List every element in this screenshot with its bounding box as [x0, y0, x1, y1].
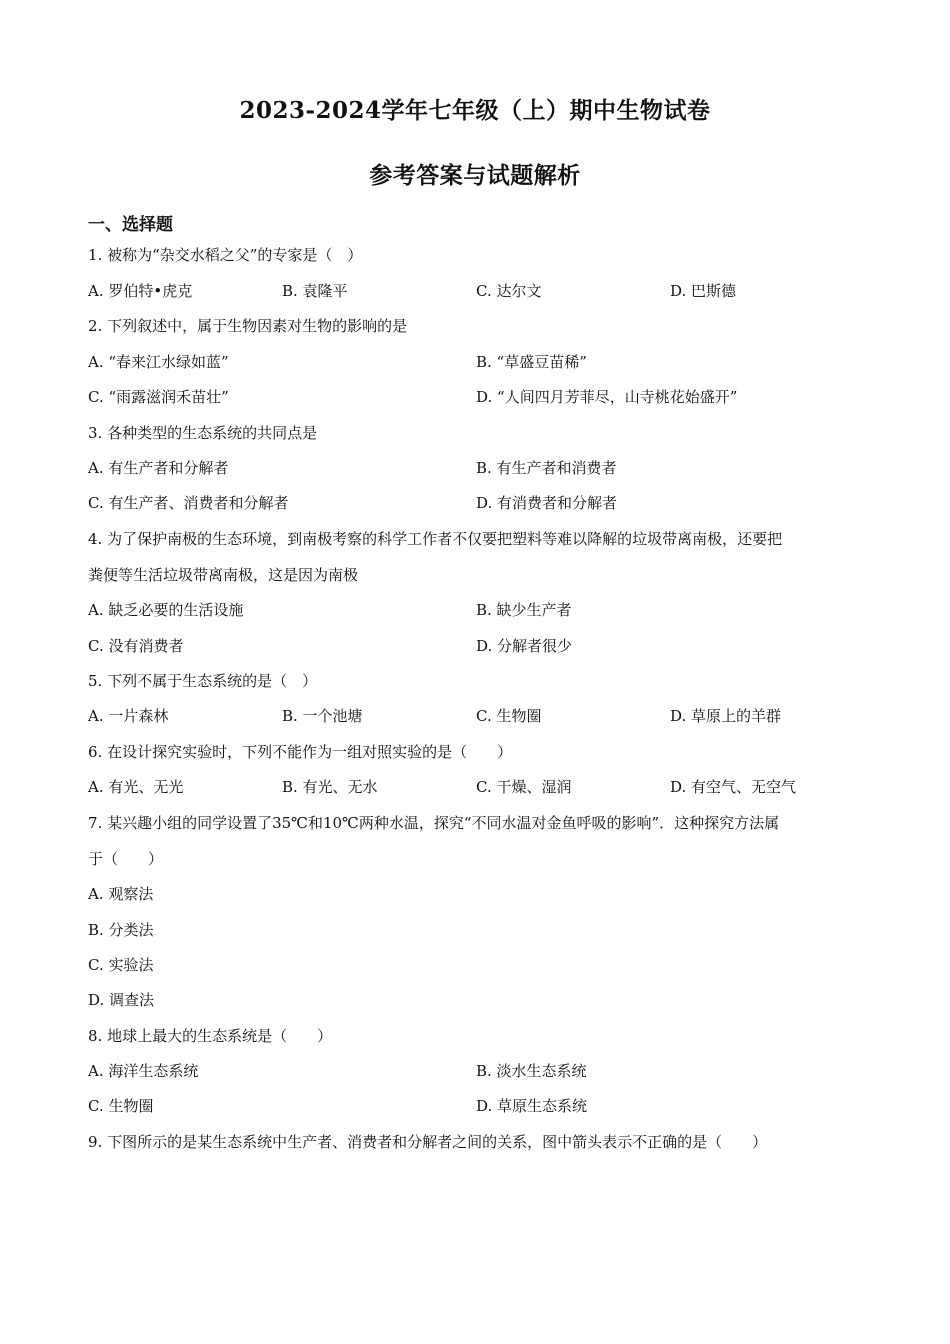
question-5-option-a: A. 一片森林: [88, 707, 169, 725]
question-1-stem: 1. 被称为“杂交水稻之父”的专家是（ ）: [88, 246, 363, 264]
question-4-option-a: A. 缺乏必要的生活设施: [88, 601, 244, 619]
question-9-stem: 9. 下图所示的是某生态系统中生产者、消费者和分解者之间的关系，图中箭头表示不正确的是（ ）: [88, 1133, 768, 1151]
question-1-option-d: D. 巴斯德: [670, 282, 737, 300]
question-3-option-c: C. 有生产者、消费者和分解者: [88, 494, 289, 512]
question-6-option-a: A. 有光、无光: [88, 778, 184, 796]
question-5-option-d: D. 草原上的羊群: [670, 707, 782, 725]
question-4-stem-line-1: 4. 为了保护南极的生态环境，到南极考察的科学工作者不仅要把塑料等难以降解的垃圾带离南极，还要把: [88, 530, 783, 548]
question-4-option-d: D. 分解者很少: [476, 637, 573, 655]
question-3-stem: 3. 各种类型的生态系统的共同点是: [88, 424, 318, 442]
question-2-option-c: C. “雨露滋润禾苗壮”: [88, 388, 229, 406]
question-6-option-b: B. 有光、无水: [282, 778, 378, 796]
question-8-option-b: B. 淡水生态系统: [476, 1062, 587, 1080]
question-8-option-c: C. 生物圈: [88, 1097, 154, 1115]
question-8-option-d: D. 草原生态系统: [476, 1097, 588, 1115]
question-5-stem: 5. 下列不属于生态系统的是（ ）: [88, 672, 318, 690]
page-subtitle: 参考答案与试题解析: [369, 162, 581, 189]
question-4-stem-line-2: 粪便等生活垃圾带离南极，这是因为南极: [88, 566, 359, 584]
question-1-option-c: C. 达尔文: [476, 282, 542, 300]
question-7-option-b: B. 分类法: [88, 921, 154, 939]
question-6-option-c: C. 干燥、湿润: [476, 778, 572, 796]
question-4-option-b: B. 缺少生产者: [476, 601, 572, 619]
question-2-option-a: A. “春来江水绿如蓝”: [88, 353, 229, 371]
section-title: 一、选择题: [88, 215, 173, 235]
question-4-option-c: C. 没有消费者: [88, 637, 184, 655]
page-title: 2023-2024学年七年级（上）期中生物试卷: [239, 97, 711, 124]
question-2-option-b: B. “草盛豆苗稀”: [476, 353, 587, 371]
question-7-option-a: A. 观察法: [88, 885, 154, 903]
question-7-option-d: D. 调查法: [88, 991, 155, 1009]
question-5-option-b: B. 一个池塘: [282, 707, 363, 725]
question-6-option-d: D. 有空气、无空气: [670, 778, 797, 796]
question-1-option-b: B. 袁隆平: [282, 282, 348, 300]
question-8-stem: 8. 地球上最大的生态系统是（ ）: [88, 1027, 333, 1045]
question-2-stem: 2. 下列叙述中，属于生物因素对生物的影响的是: [88, 317, 408, 335]
question-3-option-a: A. 有生产者和分解者: [88, 459, 229, 477]
question-7-stem-line-1: 7. 某兴趣小组的同学设置了35℃和10℃两种水温，探究“不同水温对金鱼呼吸的影响”．这种探究方法属: [88, 814, 780, 832]
question-1-option-a: A. 罗伯特•虎克: [88, 282, 193, 300]
question-7-option-c: C. 实验法: [88, 956, 154, 974]
question-5-option-c: C. 生物圈: [476, 707, 542, 725]
question-2-option-d: D. “人间四月芳菲尽，山寺桃花始盛开”: [476, 388, 738, 406]
question-3-option-d: D. 有消费者和分解者: [476, 494, 618, 512]
question-8-option-a: A. 海洋生态系统: [88, 1062, 199, 1080]
question-7-stem-line-2: 于（ ）: [88, 850, 164, 868]
question-3-option-b: B. 有生产者和消费者: [476, 459, 617, 477]
question-6-stem: 6. 在设计探究实验时，下列不能作为一组对照实验的是（ ）: [88, 743, 513, 761]
